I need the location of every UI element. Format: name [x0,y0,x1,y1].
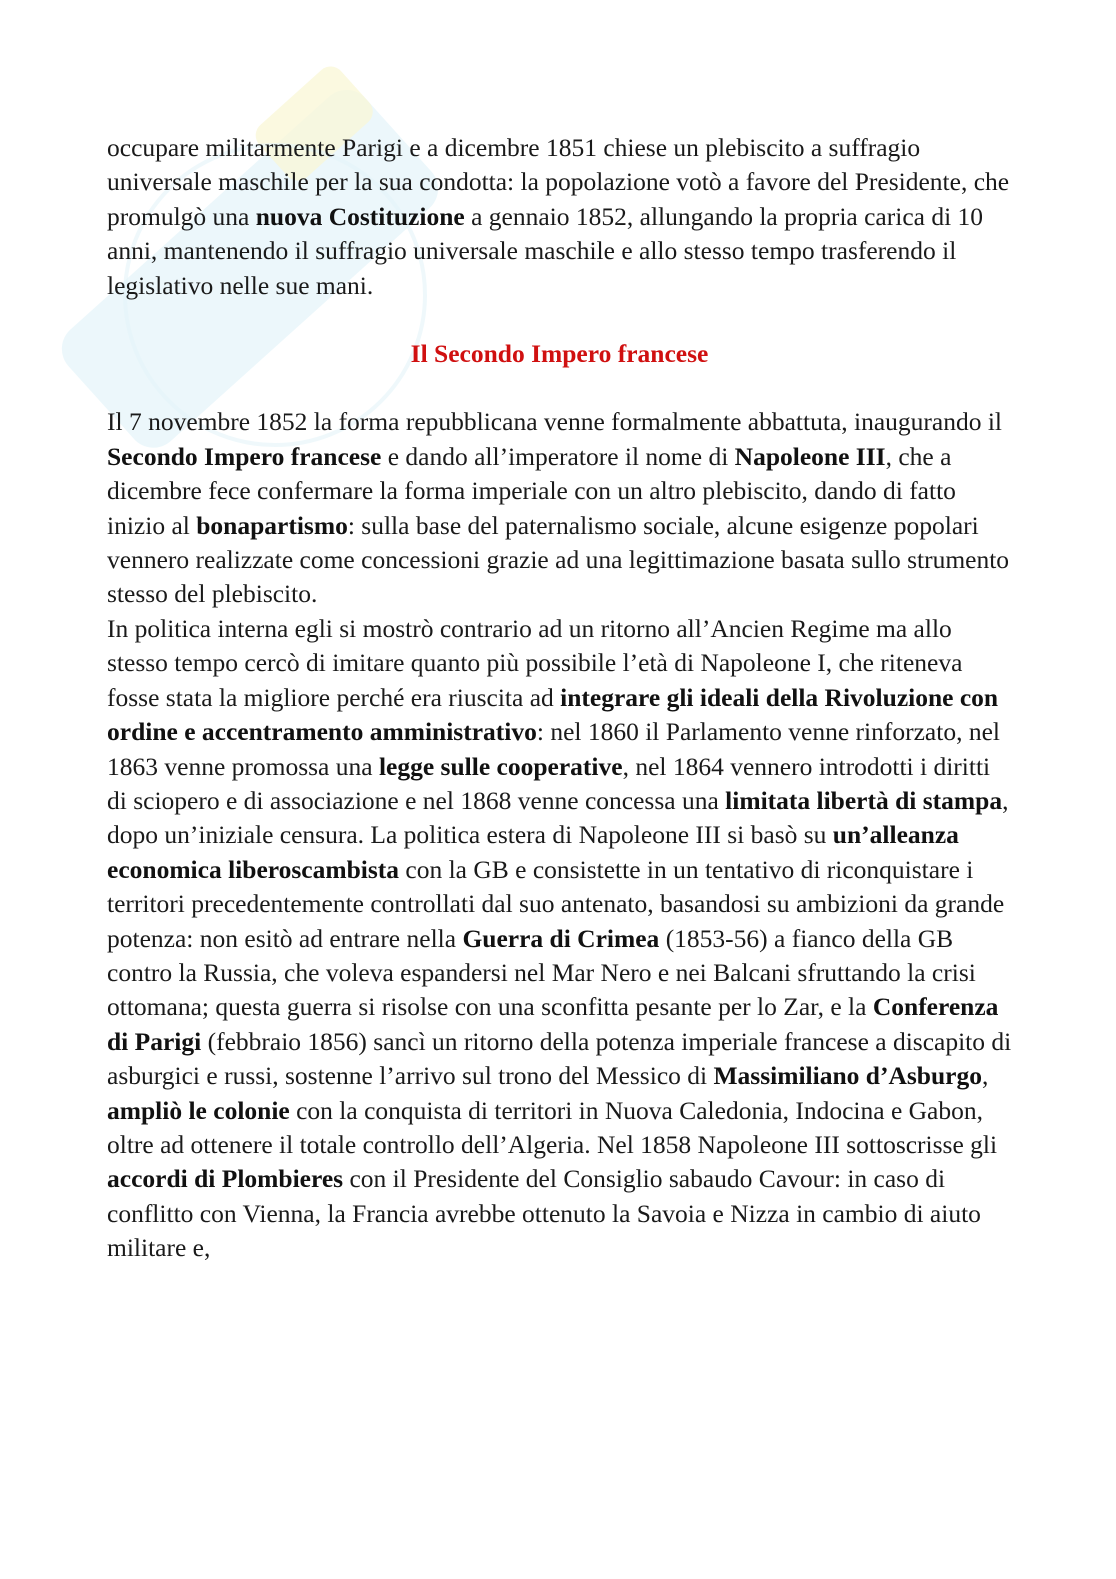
bold-term: limitata libertà di stampa [725,785,1003,815]
text-run: (1853-56) a fianco della GB contro la Russia, che voleva espandersi nel Mar Nero e nei Balcani sfruttando la crisi ottomana; questa guerra si risolse con una sconfitta pesante per lo Zar, e la [107,923,976,1022]
bold-term: integrare gli ideali della Rivoluzione con ordine e accentramento amministrativo [107,682,999,747]
bold-term: legge sulle cooperative [378,751,623,781]
bold-term: Massimiliano d’Asburgo [713,1061,982,1091]
text-run: e dando all’imperatore il nome di [381,441,735,471]
paragraph-1 [107,131,1012,303]
bold-term: ampliò le colonie [107,1095,290,1125]
text-run: In politica interna egli si mostrò contrario ad un ritorno all’Ancien Regime ma allo stesso tempo cercò di imitare quanto più possibile l’età di Napoleone I, che riteneva fosse stata la migliore perché era riuscita ad [107,613,963,712]
section-title: Il Secondo Impero francese [410,339,709,369]
bold-term: Guerra di Crimea [462,923,660,953]
bold-term: Secondo Impero francese [107,441,382,471]
paragraph-3 [107,612,1012,1266]
document-page [107,131,1012,1266]
bold-term: Conferenza di Parigi [107,992,999,1056]
text-run: : sulla base del paternalismo sociale, alcune esigenze popolari vennero realizzate come concessioni grazie ad una legittimazione basata sullo strumento stesso del plebiscito. [107,510,1010,609]
text-run: , nel 1864 vennero introdotti i diritti di sciopero e di associazione e nel 1868 venne concessa una [107,751,991,815]
bold-term: bonapartismo [196,510,348,540]
text-run: con la conquista di territori in Nuova Caledonia, Indocina e Gabon, oltre ad ottenere il totale controllo dell’Algeria. Nel 1858 Napoleone III sottoscrisse gli [107,1095,998,1159]
bold-term: un’alleanza economica liberoscambista [107,820,959,884]
text-run: : nel 1860 il Parlamento venne rinforzato, nel 1863 venne promossa una [107,717,1000,781]
text-run: Il 7 novembre 1852 la forma repubblicana venne formalmente abbattuta, inaugurando il [107,407,1003,437]
text-run: con la GB e consistette in un tentativo di riconquistare i territori precedentemente controllati dal suo antenato, basandosi su ambizioni da grande potenza: non esitò ad entrare nella [107,854,1005,953]
text-run: , [981,1061,989,1091]
bold-term: Napoleone III [734,441,886,471]
bold-term: accordi di Plombieres [107,1164,344,1194]
text-run: con il Presidente del Consiglio sabaudo Cavour: in caso di conflitto con Vienna, la Francia avrebbe ottenuto la Savoia e Nizza in cambio di aiuto militare e, [107,1164,981,1263]
text-run: a gennaio 1852, allungando la propria carica di 10 anni, mantenendo il suffragio universale maschile e allo stesso tempo trasferendo il legislativo nelle sue mani. [107,201,984,300]
text-run: , che a dicembre fece confermare la forma imperiale con un altro plebiscito, dando di fatto inizio al [107,441,956,540]
bold-term: nuova Costituzione [255,201,465,231]
text-run: (febbraio 1856) sancì un ritorno della potenza imperiale francese a discapito di asburgici e russi, sostenne l’arrivo sul trono del Messico di [107,1026,1012,1091]
text-run: , dopo un’iniziale censura. La politica estera di Napoleone III si basò su [107,785,1009,850]
text-run: occupare militarmente Parigi e a dicembre 1851 chiese un plebiscito a suffragio universale maschile per la sua condotta: la popolazione votò a favore del Presidente, che promulgò una [107,133,1010,231]
paragraph-2 [107,405,1012,611]
